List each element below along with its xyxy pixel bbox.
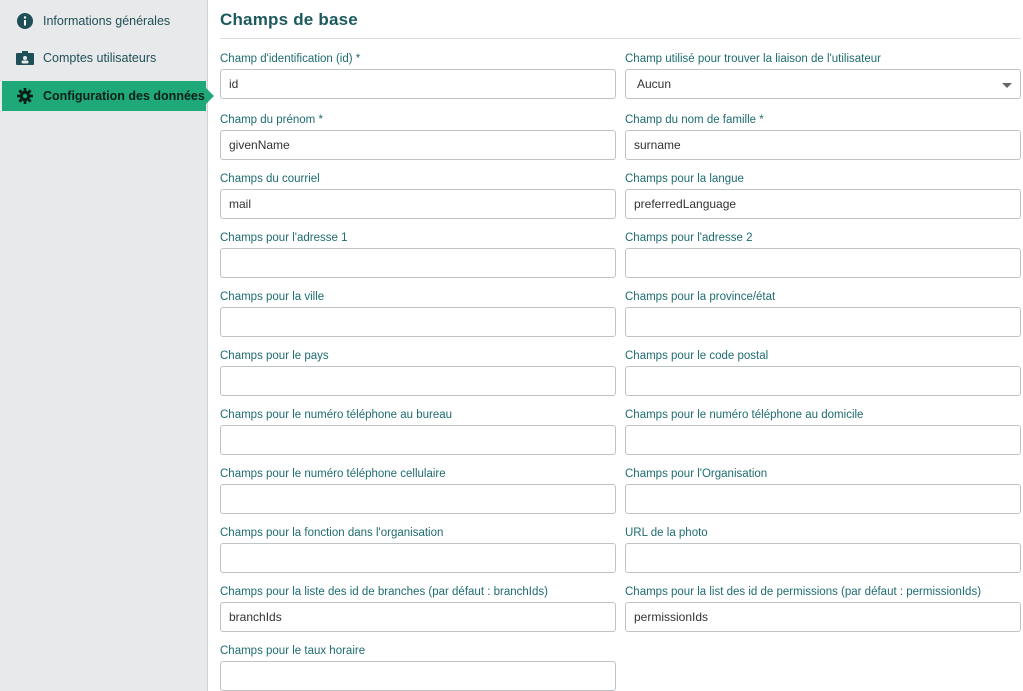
province-input[interactable] xyxy=(625,307,1021,337)
field-phone-cell xyxy=(220,466,616,514)
field-lastname xyxy=(625,112,1021,160)
field-postal xyxy=(625,348,1021,396)
field-label: Champ utilisé pour trouver la liaison de l'utilisateur xyxy=(625,53,881,65)
field-label: Champs pour la liste des id de branches (par défaut : branchIds) xyxy=(220,586,548,598)
field-label: Champs pour la fonction dans l'organisation xyxy=(220,527,444,539)
sidebar-item-label: Configuration des données xyxy=(43,89,205,103)
user-link-select[interactable] xyxy=(625,69,1021,99)
field-permissions xyxy=(625,584,1021,632)
phone-cell-input[interactable] xyxy=(220,484,616,514)
chevron-down-icon xyxy=(1002,83,1012,88)
user-card-icon xyxy=(16,49,34,67)
field-label: Champ du prénom * xyxy=(220,114,323,126)
page-title: Champs de base xyxy=(220,10,358,29)
hourly-rate-input[interactable] xyxy=(220,661,616,691)
sidebar-item-user-accounts[interactable] xyxy=(2,43,206,73)
id-field-input[interactable] xyxy=(220,69,616,99)
field-phone-home xyxy=(625,407,1021,455)
firstname-input[interactable] xyxy=(220,130,616,160)
field-address2 xyxy=(625,230,1021,278)
field-label: Champs du courriel xyxy=(220,173,320,185)
address2-input[interactable] xyxy=(625,248,1021,278)
select-value: Aucun xyxy=(637,77,672,91)
field-province xyxy=(625,289,1021,337)
field-photo xyxy=(625,525,1021,573)
field-link xyxy=(625,51,1021,99)
field-label: Champs pour le pays xyxy=(220,350,329,362)
organisation-input[interactable] xyxy=(625,484,1021,514)
field-label: Champs pour la langue xyxy=(625,173,744,185)
phone-home-input[interactable] xyxy=(625,425,1021,455)
field-hourly-rate xyxy=(220,643,616,691)
field-label: Champs pour la ville xyxy=(220,291,325,303)
city-input[interactable] xyxy=(220,307,616,337)
field-firstname xyxy=(220,112,616,160)
function-input[interactable] xyxy=(220,543,616,573)
field-city xyxy=(220,289,616,337)
gear-icon xyxy=(16,87,34,105)
branch-ids-input[interactable] xyxy=(220,602,616,632)
language-input[interactable] xyxy=(625,189,1021,219)
email-input[interactable] xyxy=(220,189,616,219)
field-label: Champs pour l'adresse 2 xyxy=(625,232,753,244)
sidebar-item-general-info[interactable] xyxy=(2,6,206,36)
main-content xyxy=(220,0,1023,691)
field-label: Champs pour la province/état xyxy=(625,291,776,303)
field-label: Champs pour l'Organisation xyxy=(625,468,768,480)
field-label: Champs pour le taux horaire xyxy=(220,645,366,657)
field-organisation xyxy=(625,466,1021,514)
field-id xyxy=(220,51,616,99)
field-country xyxy=(220,348,616,396)
info-circle-icon xyxy=(16,12,34,30)
postal-code-input[interactable] xyxy=(625,366,1021,396)
field-language xyxy=(625,171,1021,219)
field-address1 xyxy=(220,230,616,278)
field-label: URL de la photo xyxy=(625,527,708,539)
field-label: Champs pour le numéro téléphone au domicile xyxy=(625,409,864,421)
sidebar-item-label: Informations générales xyxy=(43,14,171,28)
field-branches xyxy=(220,584,616,632)
sidebar xyxy=(0,0,208,691)
country-input[interactable] xyxy=(220,366,616,396)
sidebar-item-label: Comptes utilisateurs xyxy=(43,51,157,65)
field-label: Champs pour le numéro téléphone au bureau xyxy=(220,409,453,421)
permission-ids-input[interactable] xyxy=(625,602,1021,632)
field-label: Champ d'identification (id) * xyxy=(220,53,361,65)
field-phone-office xyxy=(220,407,616,455)
field-label: Champs pour le code postal xyxy=(625,350,769,362)
lastname-input[interactable] xyxy=(625,130,1021,160)
field-label: Champs pour la list des id de permissions (par défaut : permissionIds) xyxy=(625,586,982,598)
phone-office-input[interactable] xyxy=(220,425,616,455)
photo-url-input[interactable] xyxy=(625,543,1021,573)
field-label: Champs pour l'adresse 1 xyxy=(220,232,348,244)
sidebar-item-data-config[interactable] xyxy=(2,81,206,111)
field-function xyxy=(220,525,616,573)
field-label: Champs pour le numéro téléphone cellulaire xyxy=(220,468,446,480)
field-label: Champ du nom de famille * xyxy=(625,114,764,126)
field-email xyxy=(220,171,616,219)
title-divider xyxy=(220,38,1021,39)
address1-input[interactable] xyxy=(220,248,616,278)
